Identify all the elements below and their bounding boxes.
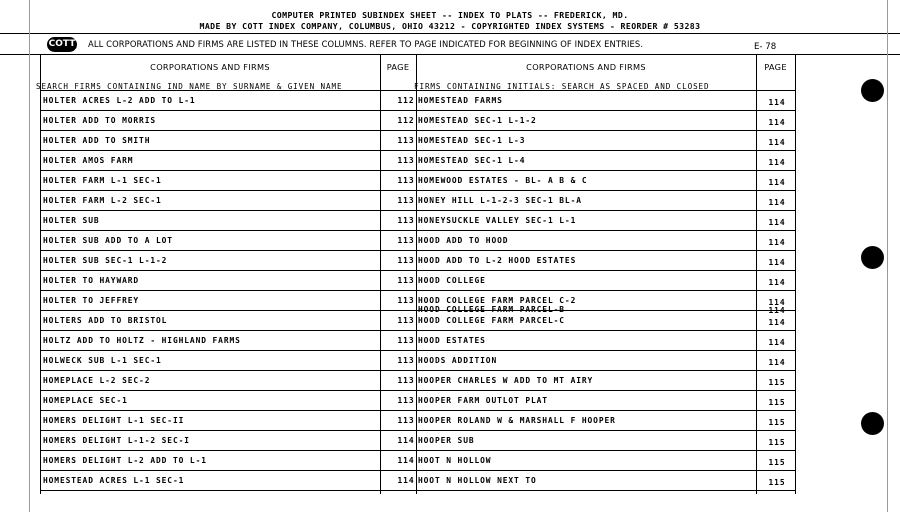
firm-name: HONEY HILL L-1-2-3 SEC-1 BL-A — [418, 196, 582, 205]
page-number: 113 — [397, 296, 415, 305]
page-number: 114 — [768, 218, 786, 227]
table-row — [40, 150, 795, 171]
page-number: 115 — [768, 418, 786, 427]
page-number: 113 — [397, 316, 415, 325]
firm-name: HOLWECK SUB L-1 SEC-1 — [43, 356, 162, 365]
table-row — [40, 390, 795, 411]
page-number: 112 — [397, 116, 415, 125]
table-row — [40, 130, 795, 151]
notice-rule — [0, 54, 900, 55]
publisher-line: MADE BY COTT INDEX COMPANY, COLUMBUS, OHIO 43212 - COPYRIGHTED INDEX SYSTEMS - REORDER # 53283 — [199, 21, 701, 31]
edge-line-left — [29, 0, 30, 512]
firm-name: HOMERS DELIGHT L-2 ADD TO L-1 — [43, 456, 207, 465]
firm-name: HOOT N HOLLOW — [418, 456, 492, 465]
firm-name: HOOPER CHARLES W ADD TO MT AIRY — [418, 376, 594, 385]
table-row — [40, 170, 795, 191]
firm-name: HOOPER FARM OUTLOT PLAT — [418, 396, 548, 405]
page-number: 115 — [768, 438, 786, 447]
page-number: 113 — [397, 256, 415, 265]
left-page-heading: PAGE — [386, 62, 410, 72]
cott-logo: COTT — [47, 37, 77, 52]
table-row — [40, 90, 795, 111]
page-number: 114 — [768, 298, 786, 307]
firm-name: HOMESTEAD SEC-1 L-3 — [418, 136, 526, 145]
table-row — [40, 410, 795, 431]
table-row — [40, 250, 795, 271]
table-bottom-rule — [40, 490, 795, 511]
page-number: 114 — [768, 318, 786, 327]
firm-name: HOLTER TO JEFFREY — [43, 296, 140, 305]
page-number: 114 — [397, 476, 415, 485]
left-column-heading: CORPORATIONS AND FIRMS — [150, 62, 270, 72]
table-row — [40, 270, 795, 291]
firm-name: HOMESTEAD SEC-1 L-4 — [418, 156, 526, 165]
header-rule — [0, 33, 900, 34]
firm-name: HOLTER SUB SEC-1 L-1-2 — [43, 256, 168, 265]
page-number: 114 — [768, 358, 786, 367]
firm-name: HOLTER SUB ADD TO A LOT — [43, 236, 173, 245]
right-margin-line — [795, 54, 796, 494]
page-number: 114 — [768, 98, 786, 107]
table-row — [40, 350, 795, 371]
page-number: 113 — [397, 276, 415, 285]
right-page-heading: PAGE — [764, 62, 787, 72]
firm-name: HOOD ADD TO L-2 HOOD ESTATES — [418, 256, 577, 265]
firm-name: HOOD COLLEGE — [418, 276, 486, 285]
page-number: 113 — [397, 196, 415, 205]
firm-name: HOMEWOOD ESTATES - BL- A B & C — [418, 176, 588, 185]
firm-name: HOLTERS ADD TO BRISTOL — [43, 316, 168, 325]
right-search-note: FIRMS CONTAINING INITIALS: SEARCH AS SPACED AND CLOSED — [414, 82, 710, 91]
page-number: 113 — [397, 396, 415, 405]
page-number: 113 — [397, 336, 415, 345]
firm-name: HOMERS DELIGHT L-1-2 SEC-I — [43, 436, 190, 445]
firm-name: HOMESTEAD ACRES L-1 SEC-1 — [43, 476, 185, 485]
table-row — [40, 330, 795, 351]
firm-name: HOLTZ ADD TO HOLTZ - HIGHLAND FARMS — [43, 336, 241, 345]
firm-name: HOLTER SUB — [43, 216, 100, 225]
page-number: 115 — [768, 378, 786, 387]
firm-name: HOMESTEAD SEC-1 L-1-2 — [418, 116, 537, 125]
sheet-title: COMPUTER PRINTED SUBINDEX SHEET -- INDEX TO PLATS -- FREDERICK, MD. — [271, 10, 629, 20]
firm-name: HOLTER FARM L-2 SEC-1 — [43, 196, 162, 205]
firm-name: HOLTER ACRES L-2 ADD TO L-1 — [43, 96, 196, 105]
table-row — [40, 470, 795, 491]
overprinted-firm-name: HOOD COLLEGE FARM PARCEL-B — [418, 305, 565, 314]
table-row — [40, 430, 795, 451]
firm-name: HOLTER TO HAYWARD — [43, 276, 140, 285]
instructions-text: ALL CORPORATIONS AND FIRMS ARE LISTED IN THESE COLUMNS. REFER TO PAGE INDICATED FOR BEGINNING OF INDEX ENTRIES. — [88, 39, 644, 49]
overprinted-page-number: 114 — [768, 306, 786, 315]
page-number: 113 — [397, 236, 415, 245]
page-number: 115 — [768, 458, 786, 467]
firm-name: HOLTER ADD TO SMITH — [43, 136, 151, 145]
table-row — [40, 190, 795, 211]
left-search-note: SEARCH FIRMS CONTAINING IND NAME BY SURNAME & GIVEN NAME — [36, 82, 343, 91]
table-row — [40, 450, 795, 471]
page-number: 113 — [397, 136, 415, 145]
punch-hole — [861, 412, 884, 435]
page-number: 115 — [768, 478, 786, 487]
firm-name: HOOPER ROLAND W & MARSHALL F HOOPER — [418, 416, 616, 425]
firm-name: HOOD COLLEGE FARM PARCEL-C — [418, 316, 565, 325]
page-number: 114 — [768, 198, 786, 207]
firm-name: HOOT N HOLLOW NEXT TO — [418, 476, 537, 485]
page-number: 114 — [768, 138, 786, 147]
firm-name: HOLTER FARM L-1 SEC-1 — [43, 176, 162, 185]
page-number: 113 — [397, 416, 415, 425]
page-number: 113 — [397, 176, 415, 185]
table-row — [40, 370, 795, 391]
punch-hole — [861, 246, 884, 269]
firm-name: HOLTER ADD TO MORRIS — [43, 116, 157, 125]
punch-hole — [861, 79, 884, 102]
page-number: 113 — [397, 216, 415, 225]
page-number: 113 — [397, 356, 415, 365]
right-column-heading: CORPORATIONS AND FIRMS — [526, 62, 646, 72]
edge-line-right — [887, 0, 888, 512]
page-number: 114 — [397, 436, 415, 445]
firm-name: HONEYSUCKLE VALLEY SEC-1 L-1 — [418, 216, 577, 225]
page-number: 114 — [768, 278, 786, 287]
page-number: 114 — [768, 258, 786, 267]
table-row — [40, 110, 795, 131]
firm-name: HOMESTEAD FARMS — [418, 96, 503, 105]
table-row — [40, 290, 795, 315]
firm-name: HOODS ADDITION — [418, 356, 498, 365]
firm-name: HOLTER AMOS FARM — [43, 156, 134, 165]
page-number: 114 — [768, 118, 786, 127]
page-number: 112 — [397, 96, 415, 105]
firm-name: HOMERS DELIGHT L-1 SEC-II — [43, 416, 185, 425]
page-number: 113 — [397, 376, 415, 385]
page-number: 114 — [768, 178, 786, 187]
page-number: 114 — [768, 338, 786, 347]
page-number: 114 — [768, 158, 786, 167]
table-row — [40, 310, 795, 331]
page-number: 114 — [397, 456, 415, 465]
sheet-number: E- 78 — [754, 42, 777, 52]
firm-name: HOOD ADD TO HOOD — [418, 236, 509, 245]
firm-name: HOMEPLACE L-2 SEC-2 — [43, 376, 151, 385]
firm-name: HOOD ESTATES — [418, 336, 486, 345]
firm-name: HOMEPLACE SEC-1 — [43, 396, 128, 405]
firm-name: HOOD COLLEGE FARM PARCEL C-2 — [418, 296, 577, 305]
firm-name: HOOPER SUB — [418, 436, 475, 445]
page-number: 113 — [397, 156, 415, 165]
table-row — [40, 230, 795, 251]
page-number: 114 — [768, 238, 786, 247]
page-number: 115 — [768, 398, 786, 407]
table-row — [40, 210, 795, 231]
